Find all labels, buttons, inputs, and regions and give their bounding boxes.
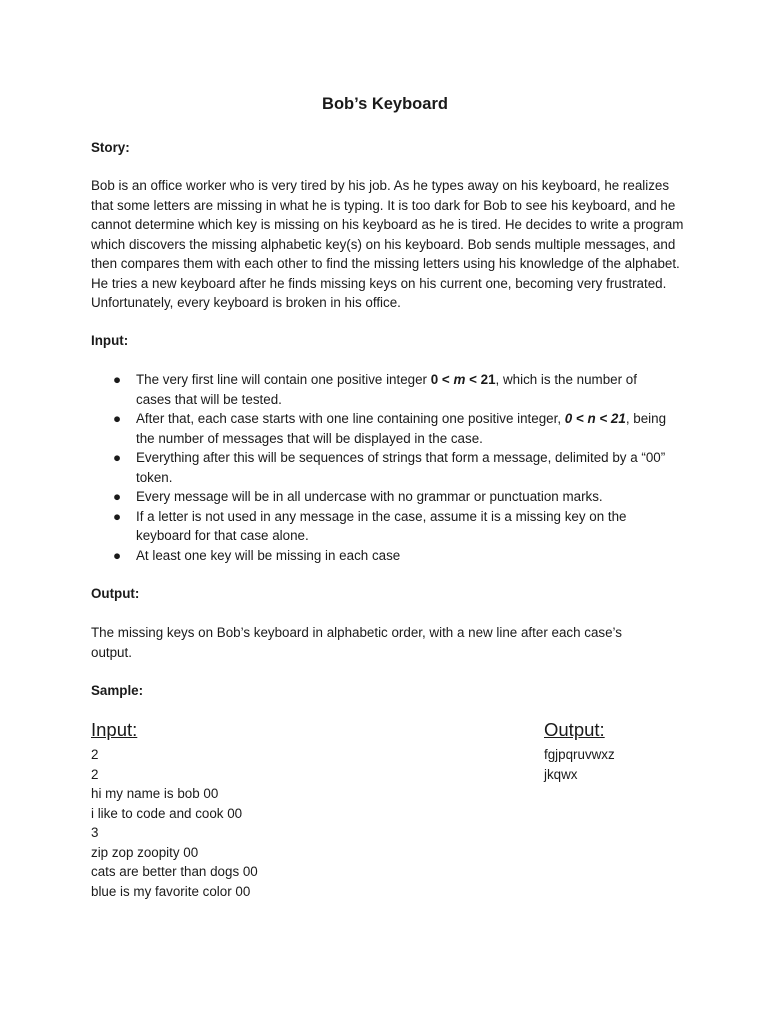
story-heading: Story: [91, 140, 130, 155]
sample-input-line: hi my name is bob 00 [91, 786, 219, 801]
output-paragraph: The missing keys on Bob’s keyboard in alphabetic order, with a new line after each case’s output. [91, 625, 622, 660]
bullet-icon: ● [113, 450, 122, 465]
sample-output-label: Output: [544, 719, 605, 740]
document-title: Bob’s Keyboard [322, 95, 448, 113]
story-paragraph: Bob is an office worker who is very tired by his job. As he types away on his keyboard, he realizes that some letters are missing in what he is typing. It is too dark for Bob to see his keyboard, and he cannot determine which key is missing on his keyboard as he is tired. He decides to write a program which discovers the missing alphabetic key(s) on his keyboard. Bob sends multiple messages, and then compares them with each other to find the missing letters using his knowledge of the alphabet. He tries a new keyboard after he finds missing keys on his current one, becoming very frustrated. Unfortunately, every keyboard is broken in his office. [91, 178, 684, 310]
input-rule-1: ● The very first line will contain one positive integer 0 < m < 21, which is the number of cases that will be tested. [113, 372, 637, 407]
input-rule-6: ● At least one key will be missing in each case [91, 546, 671, 566]
sample-input-line: cats are better than dogs 00 [91, 864, 258, 879]
input-rules-list [91, 370, 671, 565]
input-heading: Input: [91, 333, 129, 348]
sample-output-block [544, 745, 615, 784]
sample-input-line: 2 [91, 747, 99, 762]
sample-output-line: fgjpqruvwxz [544, 747, 615, 762]
sample-input-label: Input: [91, 719, 138, 740]
input-rule-3: ● Everything after this will be sequences of strings that form a message, delimited by a “00” token. [113, 450, 666, 485]
sample-input-line: zip zop zoopity 00 [91, 844, 199, 860]
sample-input-line: i like to code and cook 00 [91, 805, 243, 821]
sample-output-line: jkqwx [544, 766, 578, 782]
sample-heading: Sample: [91, 683, 144, 698]
output-heading: Output: [91, 586, 140, 601]
input-rule-5: ● If a letter is not used in any message in the case, assume it is a missing key on the keyboard for that case alone. [113, 508, 627, 543]
bullet-icon: ● [113, 489, 122, 504]
bullet-icon: ● [113, 372, 122, 387]
input-rule-4: ● Every message will be in all undercase with no grammar or punctuation marks. [91, 487, 671, 507]
sample-input-line: blue is my favorite color 00 [91, 883, 251, 899]
bullet-icon: ● [113, 411, 122, 426]
sample-input-block [91, 745, 258, 901]
bullet-icon: ● [113, 508, 122, 524]
input-rule-2: ● After that, each case starts with one line containing one positive integer, 0 < n < 21, being the number of messages that will be displayed in the case. [113, 411, 667, 446]
sample-input-line: 2 [91, 766, 99, 782]
bullet-icon: ● [113, 547, 122, 563]
sample-input-line: 3 [91, 825, 99, 840]
